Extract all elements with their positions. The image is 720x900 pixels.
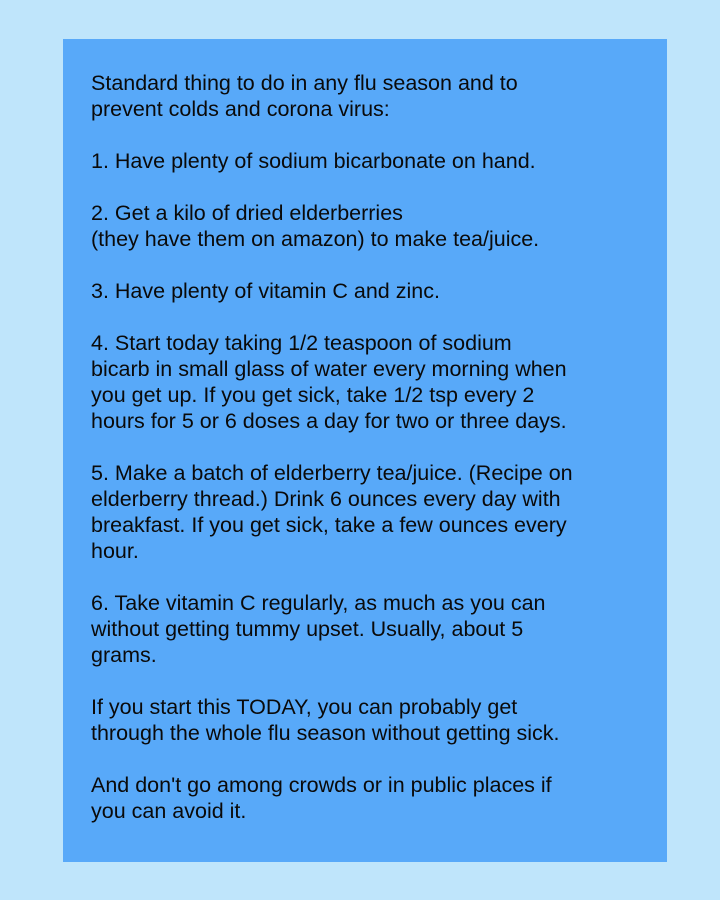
text-line: prevent colds and corona virus:	[91, 97, 390, 121]
paragraph-gap	[91, 304, 647, 330]
step-1-paragraph	[91, 148, 647, 174]
step-4-paragraph	[91, 330, 647, 434]
crowds-paragraph	[91, 772, 647, 824]
text-line: (they have them on amazon) to make tea/juice.	[91, 227, 540, 251]
text-line: hour.	[91, 539, 139, 563]
step-6-paragraph	[91, 590, 647, 668]
paragraph-gap	[91, 122, 647, 148]
text-line: 4. Start today taking 1/2 teaspoon of sodium	[91, 331, 512, 355]
note-card	[63, 39, 667, 862]
paragraph-gap	[91, 434, 647, 460]
text-line: breakfast. If you get sick, take a few ounces every	[91, 513, 567, 537]
text-line: you can avoid it.	[91, 799, 247, 823]
paragraph-gap	[91, 564, 647, 590]
paragraph-gap	[91, 174, 647, 200]
paragraph-gap	[91, 252, 647, 278]
text-line: 2. Get a kilo of dried elderberries	[91, 201, 403, 225]
paragraph-gap	[91, 668, 647, 694]
intro-paragraph	[91, 70, 647, 122]
text-line: 6. Take vitamin C regularly, as much as you can	[91, 591, 546, 615]
text-line: you get up. If you get sick, take 1/2 tsp every 2	[91, 383, 535, 407]
text-line: And don't go among crowds or in public places if	[91, 773, 552, 797]
text-line: elderberry thread.) Drink 6 ounces every day with	[91, 487, 561, 511]
text-line: without getting tummy upset. Usually, about 5	[91, 617, 524, 641]
text-line: 3. Have plenty of vitamin C and zinc.	[91, 279, 440, 303]
text-line: If you start this TODAY, you can probably get	[91, 695, 518, 719]
text-line: bicarb in small glass of water every morning when	[91, 357, 567, 381]
text-line: through the whole flu season without getting sick.	[91, 721, 560, 745]
text-line: hours for 5 or 6 doses a day for two or three days.	[91, 409, 567, 433]
step-3-paragraph	[91, 278, 647, 304]
text-line: 5. Make a batch of elderberry tea/juice. (Recipe on	[91, 461, 573, 485]
text-line: grams.	[91, 643, 157, 667]
paragraph-gap	[91, 746, 647, 772]
step-2-paragraph	[91, 200, 647, 252]
text-line: 1. Have plenty of sodium bicarbonate on hand.	[91, 149, 536, 173]
step-5-paragraph	[91, 460, 647, 564]
text-line: Standard thing to do in any flu season and to	[91, 71, 518, 95]
today-paragraph	[91, 694, 647, 746]
